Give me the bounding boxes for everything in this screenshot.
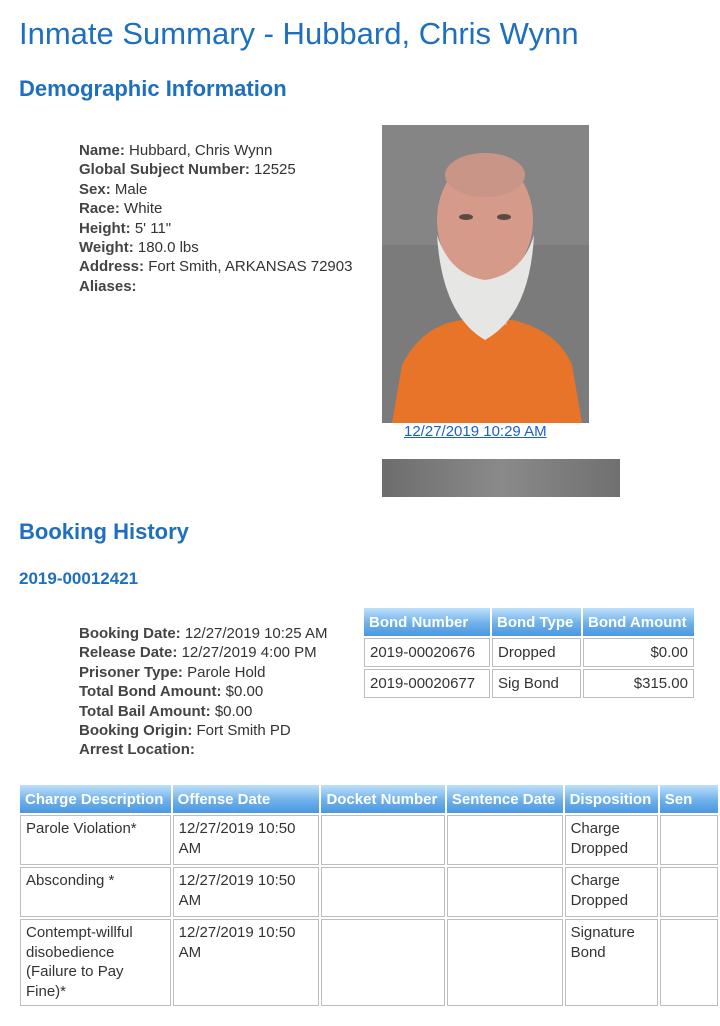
table-row bbox=[20, 919, 718, 1006]
table-row bbox=[20, 867, 718, 917]
demographic-fields bbox=[79, 141, 352, 296]
bond-type-cell: Dropped bbox=[492, 638, 581, 667]
disposition-cell: Charge Dropped bbox=[565, 867, 658, 917]
bond-number-cell: 2019-00020676 bbox=[364, 638, 490, 667]
field-global-subject-number: Global Subject Number: 12525 bbox=[79, 161, 296, 179]
page-title: Inmate Summary - Hubbard, Chris Wynn bbox=[19, 16, 579, 51]
bond-table-header-row bbox=[364, 608, 694, 636]
bond-amount-header[interactable]: Bond Amount bbox=[583, 608, 694, 636]
bond-number-header[interactable]: Bond Number bbox=[364, 608, 490, 636]
booking-fields bbox=[79, 624, 327, 760]
disposition-cell: Charge Dropped bbox=[565, 815, 658, 865]
mugshot-date-link[interactable]: 12/27/2019 10:29 AM bbox=[404, 423, 547, 440]
field-booking-origin: Booking Origin: Fort Smith PD bbox=[79, 722, 291, 740]
table-row bbox=[20, 815, 718, 865]
field-aliases: Aliases: bbox=[79, 277, 137, 295]
field-address: Address: Fort Smith, ARKANSAS 72903 bbox=[79, 258, 353, 276]
charge-description-header[interactable]: Charge Description bbox=[20, 785, 171, 813]
docket-number-header[interactable]: Docket Number bbox=[321, 785, 444, 813]
bond-type-header[interactable]: Bond Type bbox=[492, 608, 581, 636]
sentence-date-cell bbox=[447, 919, 563, 1006]
table-row bbox=[364, 669, 694, 698]
docket-number-cell bbox=[321, 919, 444, 1006]
charge-description-cell: Parole Violation* bbox=[20, 815, 171, 865]
field-sex: Sex: Male bbox=[79, 180, 148, 198]
charges-table-header-row bbox=[20, 785, 718, 813]
bond-amount-cell: $0.00 bbox=[583, 638, 694, 667]
sentence-date-header[interactable]: Sentence Date bbox=[447, 785, 563, 813]
field-name: Name: Hubbard, Chris Wynn bbox=[79, 142, 273, 159]
offense-date-cell: 12/27/2019 10:50 AM bbox=[173, 867, 320, 917]
secondary-photo[interactable] bbox=[382, 459, 620, 497]
field-total-bond-amount: Total Bond Amount: $0.00 bbox=[79, 683, 264, 701]
field-weight: Weight: 180.0 lbs bbox=[79, 239, 199, 257]
docket-number-cell bbox=[321, 815, 444, 865]
offense-date-cell: 12/27/2019 10:50 AM bbox=[173, 815, 320, 865]
docket-number-cell bbox=[321, 867, 444, 917]
field-prisoner-type: Prisoner Type: Parole Hold bbox=[79, 663, 266, 681]
charge-description-cell: Absconding * bbox=[20, 867, 171, 917]
mugshot-image bbox=[382, 125, 589, 423]
bond-number-cell: 2019-00020677 bbox=[364, 669, 490, 698]
sentence-date-cell bbox=[447, 815, 563, 865]
disposition-header[interactable]: Disposition bbox=[565, 785, 658, 813]
mugshot-photo[interactable] bbox=[382, 125, 589, 423]
offense-date-cell: 12/27/2019 10:50 AM bbox=[173, 919, 320, 1006]
field-total-bail-amount: Total Bail Amount: $0.00 bbox=[79, 702, 253, 720]
field-height: Height: 5' 11" bbox=[79, 219, 172, 237]
bond-amount-cell: $315.00 bbox=[583, 669, 694, 698]
sentence-cell bbox=[660, 919, 718, 1006]
booking-history-heading: Booking History bbox=[19, 519, 189, 544]
booking-number: 2019-00012421 bbox=[19, 569, 139, 588]
offense-date-header[interactable]: Offense Date bbox=[173, 785, 320, 813]
field-release-date: Release Date: 12/27/2019 4:00 PM bbox=[79, 644, 317, 662]
sentence-date-cell bbox=[447, 867, 563, 917]
field-arrest-location: Arrest Location: bbox=[79, 741, 195, 759]
bond-type-cell: Sig Bond bbox=[492, 669, 581, 698]
field-booking-date: Booking Date: 12/27/2019 10:25 AM bbox=[79, 625, 328, 642]
sentence-header[interactable]: Sen bbox=[660, 785, 718, 813]
disposition-cell: Signature Bond bbox=[565, 919, 658, 1006]
demographic-heading: Demographic Information bbox=[19, 76, 287, 101]
table-row bbox=[364, 638, 694, 667]
field-race: Race: White bbox=[79, 200, 163, 218]
charges-table bbox=[18, 783, 720, 1008]
charge-description-cell: Contempt-willful disobedience (Failure to Pay Fine)* bbox=[20, 919, 171, 1006]
sentence-cell bbox=[660, 815, 718, 865]
sentence-cell bbox=[660, 867, 718, 917]
bond-table bbox=[362, 606, 696, 700]
